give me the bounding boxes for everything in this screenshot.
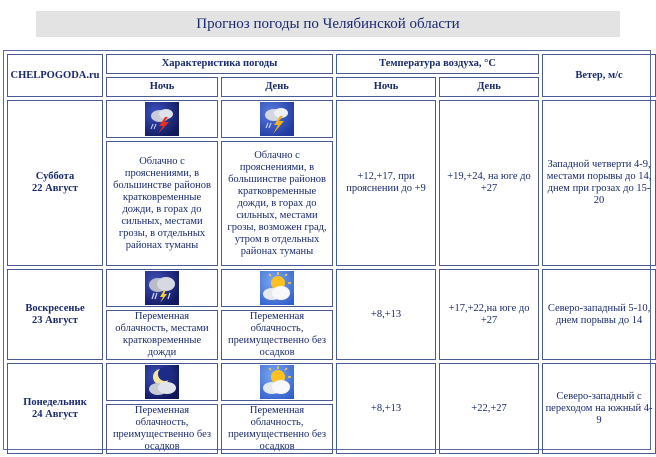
night-icon-cell <box>106 363 218 401</box>
date-cell <box>7 363 103 454</box>
day-desc-cell: Переменная облачность, преимущественно без осадков <box>221 310 333 360</box>
night-icon-cell <box>106 100 218 138</box>
weather-day-header: День <box>221 77 333 97</box>
date-label: 22 Август <box>32 183 78 194</box>
temp-night-cell: +8,+13 <box>336 363 436 454</box>
night-desc-cell: Облачно с прояснениями, в большинстве районов кратковременные дожди, в горах до сильных, местами грозы, в отдельных районах туманы <box>106 141 218 266</box>
temp-night-cell: +8,+13 <box>336 269 436 360</box>
thunderstorm-night-icon <box>145 102 179 136</box>
partly-cloudy-sun-icon <box>260 365 294 399</box>
wind-cell: Северо-западный с переходом на южный 4-9 <box>542 363 656 454</box>
forecast-table <box>4 51 656 457</box>
date-cell <box>7 100 103 266</box>
wind-header: Ветер, м/с <box>542 54 656 97</box>
day-icon-cell <box>221 363 333 401</box>
temp-day-header: День <box>439 77 539 97</box>
weather-char-header: Характеристика погоды <box>106 54 333 74</box>
temp-day-cell: +22,+27 <box>439 363 539 454</box>
day-icon-cell <box>221 269 333 307</box>
date-label: 24 Август <box>32 408 78 420</box>
weather-night-header: Ночь <box>106 77 218 97</box>
date-cell <box>7 269 103 360</box>
weekday-label: Воскресенье <box>25 302 85 314</box>
temp-night-cell: +12,+17, при прояснении до +9 <box>336 100 436 266</box>
temp-day-cell: +17,+22,на юге до +27 <box>439 269 539 360</box>
cloud-rain-thunder-icon <box>145 271 179 305</box>
wind-cell: Западной четверти 4-9, местами порывы до 14, днем при грозах до 15-20 <box>542 100 656 266</box>
temp-day-cell: +19,+24, на юге до +27 <box>439 100 539 266</box>
date-label: 23 Август <box>32 314 78 326</box>
day-desc-cell: Переменная облачность, преимущественно без осадков <box>221 404 333 454</box>
brand-label: CHELPOGODA.ru <box>7 54 103 97</box>
night-icon-cell <box>106 269 218 307</box>
weekday-label: Суббота <box>35 171 75 182</box>
partly-cloudy-moon-icon <box>145 365 179 399</box>
partly-cloudy-sun-icon <box>260 271 294 305</box>
day-desc-cell: Облачно с прояснениями, в большинстве районов кратковременные дожди, в горах до сильных, местами грозы, возможен град, утром в отдельных районах туманы <box>221 141 333 266</box>
weekday-label: Понедельник <box>23 396 87 408</box>
page-title: Прогноз погоды по Челябинской области <box>36 11 620 37</box>
night-desc-cell: Переменная облачность, преимущественно без осадков <box>106 404 218 454</box>
night-desc-cell: Переменная облачность, местами кратковременные дожди <box>106 310 218 360</box>
temp-night-header: Ночь <box>336 77 436 97</box>
air-temp-header: Температура воздуха, °C <box>336 54 539 74</box>
wind-cell: Северо-западный 5-10, днем порывы до 14 <box>542 269 656 360</box>
day-icon-cell <box>221 100 333 138</box>
thunderstorm-day-icon <box>260 102 294 136</box>
